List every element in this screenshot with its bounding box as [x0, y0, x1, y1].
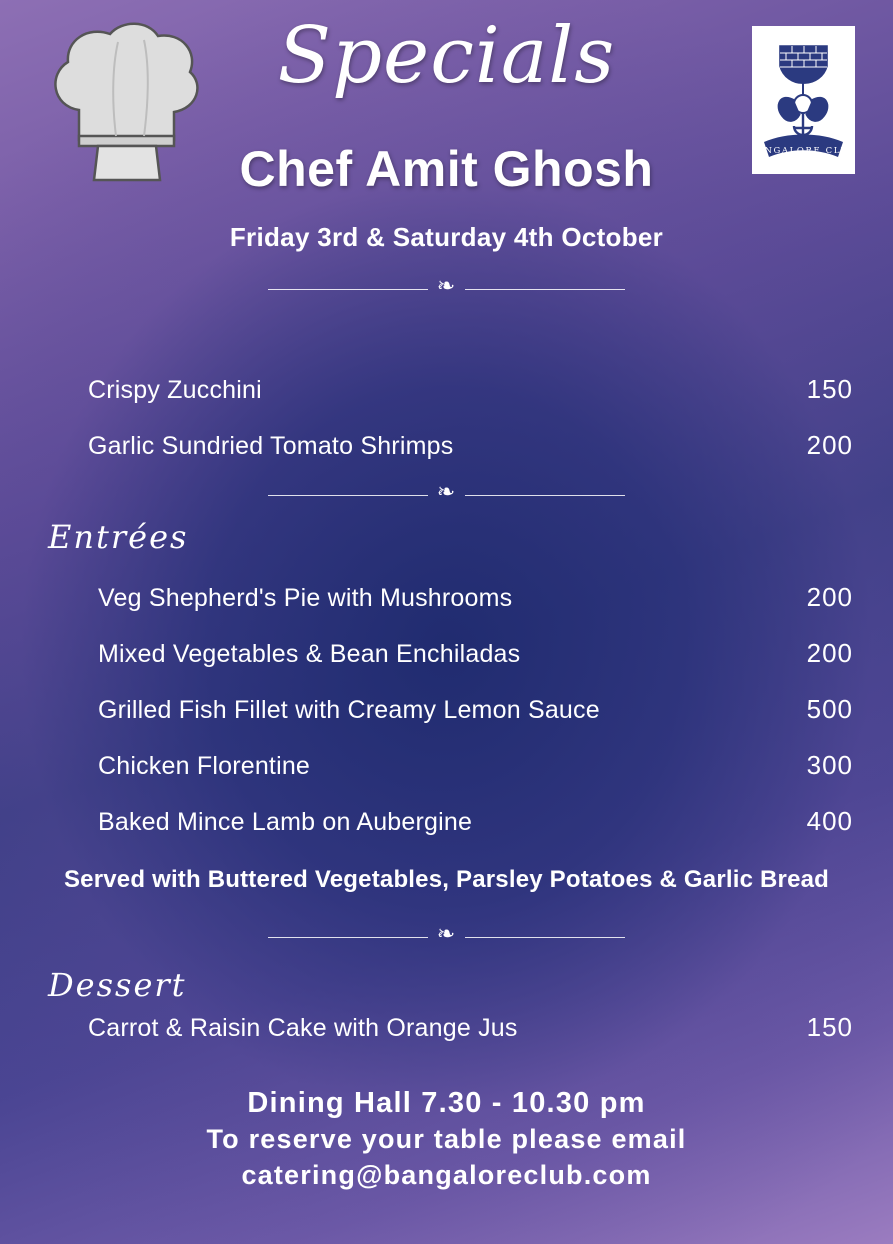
event-dates: Friday 3rd & Saturday 4th October — [229, 222, 664, 252]
menu-item-name: Crispy Zucchini — [88, 376, 262, 404]
divider-rule-left — [268, 937, 428, 938]
menu-item — [0, 1012, 893, 1068]
section-title-dessert: Dessert — [48, 966, 187, 1004]
menu-item-name: Grilled Fish Fillet with Creamy Lemon Sauce — [98, 696, 600, 724]
ornamental-divider — [0, 272, 893, 306]
menu-item-price: 200 — [806, 582, 853, 612]
reservation-email[interactable]: catering@bangaloreclub.com — [241, 1159, 652, 1190]
served-with-note: Served with Buttered Vegetables, Parsley Potatoes & Garlic Bread — [63, 866, 830, 893]
ornamental-divider — [0, 920, 893, 954]
menu-item-price: 400 — [806, 806, 853, 836]
menu-item — [0, 582, 893, 638]
flourish-icon: ❧ — [436, 274, 457, 299]
menu-item — [0, 374, 893, 430]
starters-list — [0, 374, 893, 486]
dining-hours: Dining Hall 7.30 - 10.30 pm — [247, 1087, 646, 1119]
menu-item — [0, 694, 893, 750]
footer — [0, 1084, 893, 1194]
menu-item-price: 500 — [806, 694, 853, 724]
menu-item — [0, 806, 893, 862]
menu-item-price: 150 — [806, 374, 853, 404]
ornamental-divider — [0, 478, 893, 512]
section-title-entrees: Entrées — [48, 518, 189, 556]
flourish-icon: ❧ — [436, 922, 457, 947]
divider-rule-right — [465, 937, 625, 938]
menu-item-name: Carrot & Raisin Cake with Orange Jus — [88, 1014, 518, 1042]
entrees-list — [0, 582, 893, 862]
dessert-list — [0, 1012, 893, 1068]
divider-rule-left — [268, 495, 428, 496]
menu-item-price: 300 — [806, 750, 853, 780]
divider-rule-left — [268, 289, 428, 290]
menu-item-name: Veg Shepherd's Pie with Mushrooms — [98, 584, 513, 612]
menu-item-name: Chicken Florentine — [98, 752, 311, 780]
chef-name: Chef Amit Ghosh — [239, 141, 654, 197]
menu-item-name: Mixed Vegetables & Bean Enchiladas — [98, 640, 521, 668]
divider-rule-right — [465, 289, 625, 290]
menu-item-name: Baked Mince Lamb on Aubergine — [98, 808, 473, 836]
menu-item-name: Garlic Sundried Tomato Shrimps — [88, 432, 454, 460]
page-title: Specials — [277, 11, 616, 101]
menu-item — [0, 750, 893, 806]
menu-item — [0, 638, 893, 694]
svg-text:BANGALORE CLUB: BANGALORE CLUB — [752, 146, 855, 156]
flourish-icon: ❧ — [436, 480, 457, 505]
divider-rule-right — [465, 495, 625, 496]
menu-item-price: 200 — [806, 638, 853, 668]
menu-item-price: 150 — [806, 1012, 853, 1042]
menu-item-price: 200 — [806, 430, 853, 460]
reservation-instruction: To reserve your table please email — [206, 1124, 687, 1155]
